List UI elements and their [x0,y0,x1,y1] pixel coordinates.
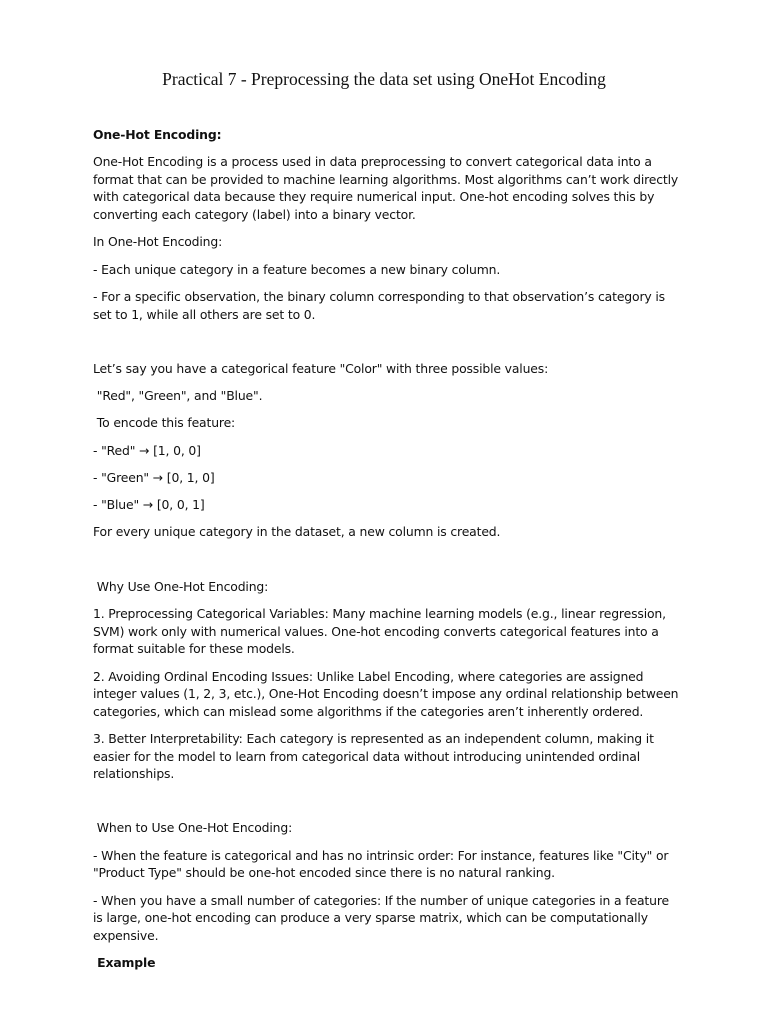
encoding-item: - "Red" → [1, 0, 0] [93,442,201,458]
why-point: 1. Preprocessing Categorical Variables: Many machine learning models (e.g., linear regression, SVM) work only with numerical values. One-hot encoding converts categorical features into a format suitable for these models. [93,606,666,657]
point-item: - Each unique category in a feature becomes a new binary column. [93,261,501,277]
why-point: 2. Avoiding Ordinal Encoding Issues: Unlike Label Encoding, where categories are assigned integer values (1, 2, 3, etc.), One-Hot Encoding doesn’t impose any ordinal relationship between categories, which can mislead some algorithms if the categories aren’t inherently ordered. [93,668,679,719]
intro-paragraph: One-Hot Encoding is a process used in data preprocessing to convert categorical data into a format that can be provided to machine learning algorithms. Most algorithms can’t work directly with categorical data because they require numerical input. One-hot encoding solves this by converting each category (label) into a binary vector. [93,154,679,223]
spacer [93,551,681,578]
document-body [93,126,681,981]
point-item: - For a specific observation, the binary column corresponding to that observation’s category is set to 1, while all others are set to 0. [93,288,665,322]
encode-label: To encode this feature: [93,415,236,431]
when-heading: When to Use One-Hot Encoding: [93,820,293,836]
why-point: 3. Better Interpretability: Each category is represented as an independent column, making it easier for the model to learn from categorical data without introducing unintended ordinal relationships. [93,730,654,782]
column-note: For every unique category in the dataset, a new column is created. [93,524,501,540]
when-point: - When the feature is categorical and has no intrinsic order: For instance, features like "City" or "Product Type" should be one-hot encoded since there is no natural ranking. [93,847,669,881]
spacer [93,333,681,360]
spacer [93,792,681,819]
section-heading: One-Hot Encoding: [93,127,222,142]
why-heading: Why Use One-Hot Encoding: [93,578,269,594]
example-heading: Example [93,955,156,971]
encoding-item: - "Green" → [0, 1, 0] [93,469,215,485]
in-one-hot-label: In One-Hot Encoding: [93,234,223,250]
encoding-item: - "Blue" → [0, 0, 1] [93,497,205,513]
page-title: Practical 7 - Preprocessing the data set using OneHot Encoding [162,69,606,89]
example-values: "Red", "Green", and "Blue". [93,388,263,404]
when-point: - When you have a small number of categories: If the number of unique categories in a feature is large, one-hot encoding can produce a very sparse matrix, which can be computationally expensive. [93,892,669,943]
example-intro: Let’s say you have a categorical feature "Color" with three possible values: [93,360,549,376]
